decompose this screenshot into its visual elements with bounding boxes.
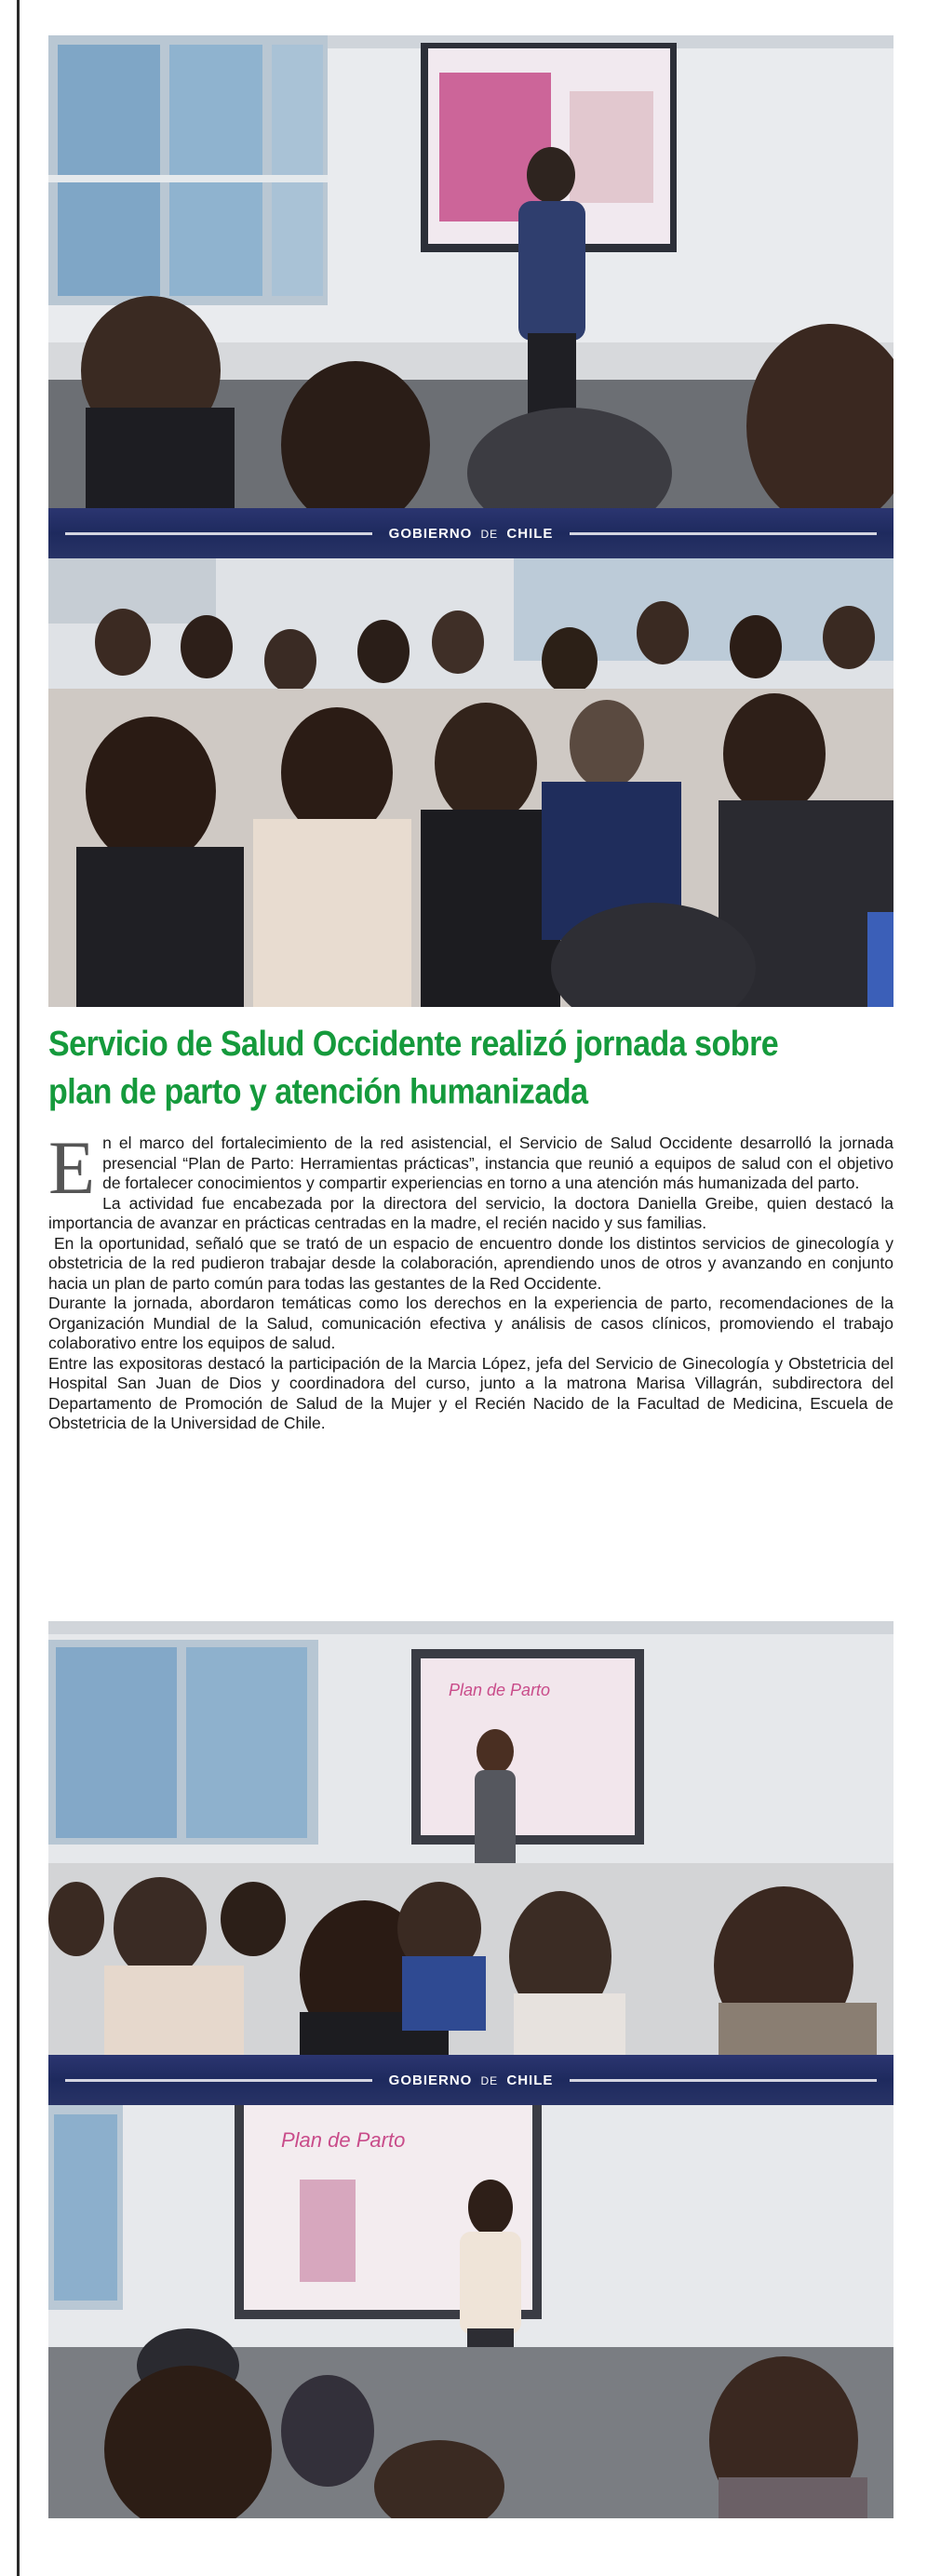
page-margin-rule: [17, 0, 20, 2576]
photo-second-speaker: [48, 1621, 893, 2055]
article-body: [48, 1125, 893, 1434]
banner-label: GOBIERNO DE CHILE: [388, 525, 554, 542]
article-paragraph-4: Durante la jornada, abordaron temáticas como los derechos en la experiencia de parto, recomendaciones de la Organización Mundial de la Salud, comunicación efectiva y análisis de casos clínicos, promoviendo el trabajo colaborativo entre los equipos de salud.: [48, 1294, 893, 1352]
article-paragraph-3: En la oportunidad, señaló que se trató de un espacio de encuentro donde los distintos servicios de ginecología y obstetricia de la red pudieron trabajar desde la colaboración, aprendiendo unos de otros y avanzando en conjunto hacia un plan de parto común para todas las gestantes de la Red Occidente.: [48, 1233, 893, 1293]
projected-slide-title: Plan de Parto: [281, 2128, 406, 2152]
article-paragraph-1: En el marco del fortalecimiento de la red asistencial, el Servicio de Salud Occidente desarrolló la jornada presencial “Plan de Parto: Herramientas prácticas”, instancia que reunió a equipos de salud con el objetivo de fortalecer conocimientos y compartir experiencias en torno a una atención más humanizada del parto.: [48, 1125, 893, 1210]
photo-audience: [48, 558, 893, 1007]
drop-cap: E: [48, 1125, 96, 1210]
headline-line-2: plan de parto y atención humanizada: [48, 1072, 588, 1112]
headline-line-1: Servicio de Salud Occidente realizó jornada sobre: [48, 1024, 779, 1065]
banner-rule-left: [65, 2079, 372, 2082]
banner-rule-right: [570, 532, 877, 535]
article-paragraph-2: La actividad fue encabezada por la directora del servicio, la doctora Daniella Greibe, quien destacó la importancia de avanzar en prácticas centradas en la madre, el recién nacido y sus familias.: [48, 1193, 893, 1232]
photo-speaker-presentation: [48, 35, 893, 508]
gobierno-de-chile-banner-2: [48, 2055, 893, 2105]
banner-rule-right: [570, 2079, 877, 2082]
article-paragraph-5: Entre las expositoras destacó la participación de la Marcia López, jefa del Servicio de Ginecología y Obstetricia del Hospital San Juan de Dios y coordinadora del curso, junto a la matrona Marisa Villagrán, subdirectora del Departamento de Promoción de Salud de la Mujer y el Recién Nacido de la Facultad de Medicina, Escuela de Obstetricia de la Universidad de Chile.: [48, 1353, 893, 1432]
banner-label: GOBIERNO DE CHILE: [388, 2072, 554, 2088]
projected-slide-title: Plan de Parto: [449, 1681, 551, 1699]
article-headline: [48, 1020, 893, 1116]
photo-speaker-microphone: [48, 2105, 893, 2518]
banner-rule-left: [65, 532, 372, 535]
gobierno-de-chile-banner: [48, 508, 893, 558]
